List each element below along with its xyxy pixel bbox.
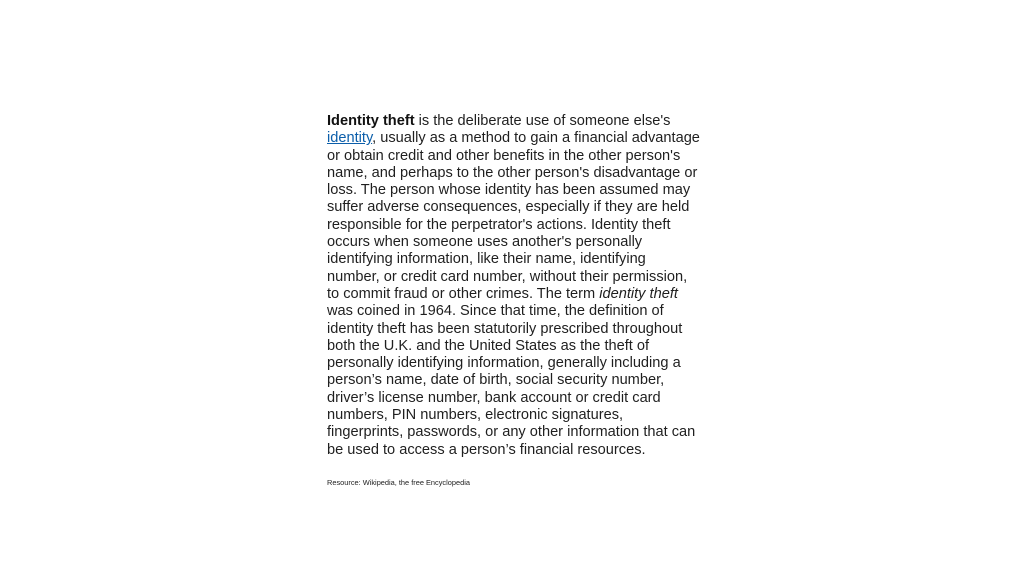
text-segment: loss. The person whose identity has been assumed may <box>327 182 691 199</box>
text-segment: both the U.K. and the United States as the theft of <box>327 337 650 354</box>
text-segment: be used to access a person’s financial resources. <box>327 441 646 458</box>
text-segment: identifying information, like their name, identifying <box>327 251 646 268</box>
text-segment: suffer adverse consequences, especially if they are held <box>327 199 690 216</box>
text-line <box>327 165 699 182</box>
text-line <box>327 286 699 303</box>
text-line <box>327 424 699 441</box>
text-line <box>327 321 699 338</box>
text-line <box>327 269 699 286</box>
text-line <box>327 303 699 320</box>
text-line <box>327 148 699 165</box>
text-segment: numbers, PIN numbers, electronic signatures, <box>327 407 624 424</box>
text-line <box>327 355 699 372</box>
text-line <box>327 113 699 130</box>
term-bold: Identity theft <box>327 113 415 129</box>
text-line <box>327 234 699 251</box>
source-citation: Resource: Wikipedia, the free Encyclopedia <box>327 478 470 487</box>
text-line <box>327 199 699 216</box>
text-line <box>327 390 699 407</box>
text-segment: personally identifying information, generally including a <box>327 355 681 372</box>
text-segment: name, and perhaps to the other person's disadvantage or <box>327 164 698 181</box>
text-segment: was coined in 1964. Since that time, the definition of <box>327 303 664 320</box>
text-segment: driver’s license number, bank account or credit card <box>327 389 661 406</box>
text-line <box>327 182 699 199</box>
article-paragraph <box>327 113 699 459</box>
text-segment: occurs when someone uses another's personally <box>327 234 643 251</box>
text-line <box>327 217 699 234</box>
text-line <box>327 407 699 424</box>
term-italic: identity theft <box>599 285 678 302</box>
text-segment: responsible for the perpetrator's actions. Identity theft <box>327 216 671 233</box>
text-segment: to commit fraud or other crimes. The term <box>327 285 600 302</box>
text-segment: is the deliberate use of someone else's <box>414 113 671 129</box>
text-line <box>327 130 699 147</box>
text-segment: or obtain credit and other benefits in the other person's <box>327 147 681 164</box>
text-segment: identity theft has been statutorily prescribed throughout <box>327 320 683 337</box>
text-segment: number, or credit card number, without their permission, <box>327 268 688 285</box>
text-segment: , usually as a method to gain a financial advantage <box>372 130 700 147</box>
text-segment: person’s name, date of birth, social security number, <box>327 372 665 389</box>
text-line <box>327 372 699 389</box>
identity-link[interactable]: identity <box>327 130 373 147</box>
text-segment: fingerprints, passwords, or any other information that can <box>327 424 696 441</box>
text-line <box>327 251 699 268</box>
text-line <box>327 442 699 459</box>
text-line <box>327 338 699 355</box>
